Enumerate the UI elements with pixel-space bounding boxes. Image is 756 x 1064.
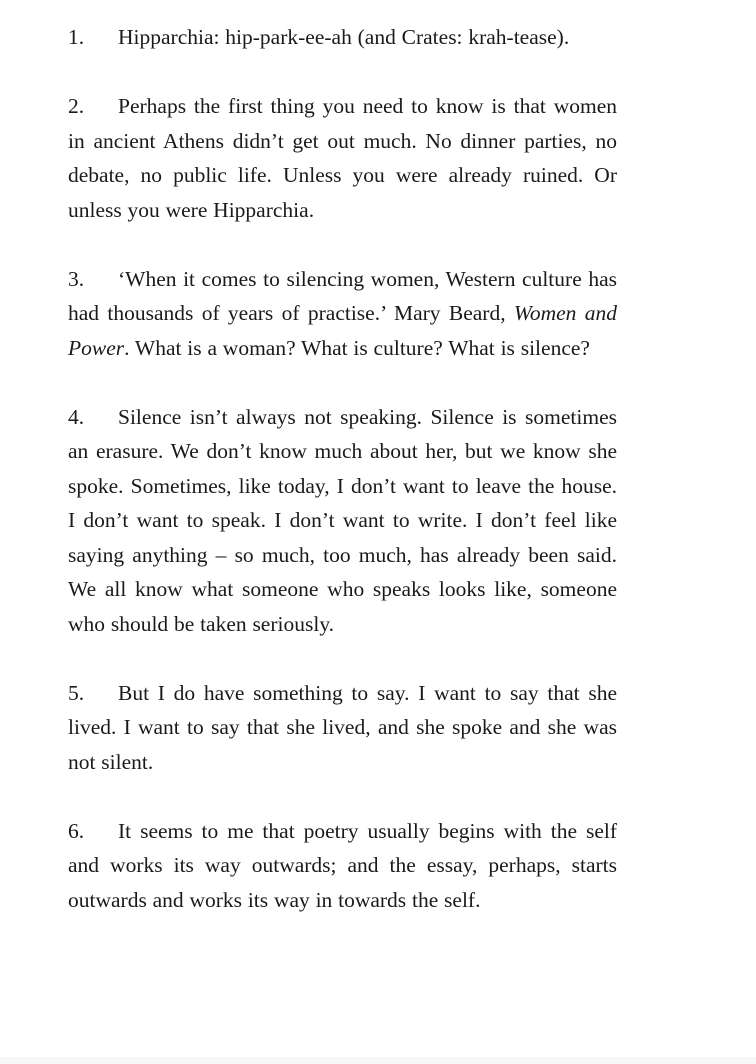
bottom-edge-strip <box>0 1057 756 1064</box>
paragraph-2 <box>68 89 617 227</box>
paragraph-number: 3. <box>68 266 85 291</box>
paragraph-number: 5. <box>68 680 85 705</box>
paragraph-text: Silence isn’t always not speaking. Silence is sometimes an erasure. We don’t know much about her, but we know she spoke. Sometimes, like today, I don’t want to leave the house. I don’t want to speak. I don’t want to write. I don’t feel like saying anything – so much, too much, has already been said. We all know what someone who speaks looks like, someone who should be taken seriously. <box>68 404 617 636</box>
paragraph-text: Perhaps the first thing you need to know is that women in ancient Athens didn’t get out much. No dinner parties, no debate, no public life. Unless you were already ruined. Or unless you were Hipparchia. <box>68 94 617 222</box>
paragraph-number: 4. <box>68 404 85 429</box>
paragraph-text: . What is a woman? What is culture? What is silence? <box>124 335 590 360</box>
book-title-italic: Women and Power <box>68 301 618 360</box>
paragraph-3 <box>68 262 617 366</box>
paragraph-text: It seems to me that poetry usually begins with the self and works its way outwards; and the essay, perhaps, starts outwards and works its way in towards the self. <box>68 818 617 912</box>
page-text-column <box>68 20 617 952</box>
paragraph-number: 6. <box>68 818 85 843</box>
paragraph-number: 2. <box>68 94 85 118</box>
paragraph-text: Hipparchia: hip-park-ee-ah (and Crates: krah-tease). <box>118 25 570 49</box>
paragraph-1 <box>68 20 617 55</box>
paragraph-number: 1. <box>68 25 85 49</box>
paragraph-6 <box>68 814 617 918</box>
paragraph-5 <box>68 676 617 780</box>
paragraph-4 <box>68 400 617 642</box>
paragraph-text: ‘When it comes to silencing women, Western culture has had thousands of years of practise.’ Mary Beard, <box>68 266 617 325</box>
paragraph-text: But I do have something to say. I want to say that she lived. I want to say that she lived, and she spoke and she was not silent. <box>68 680 617 774</box>
